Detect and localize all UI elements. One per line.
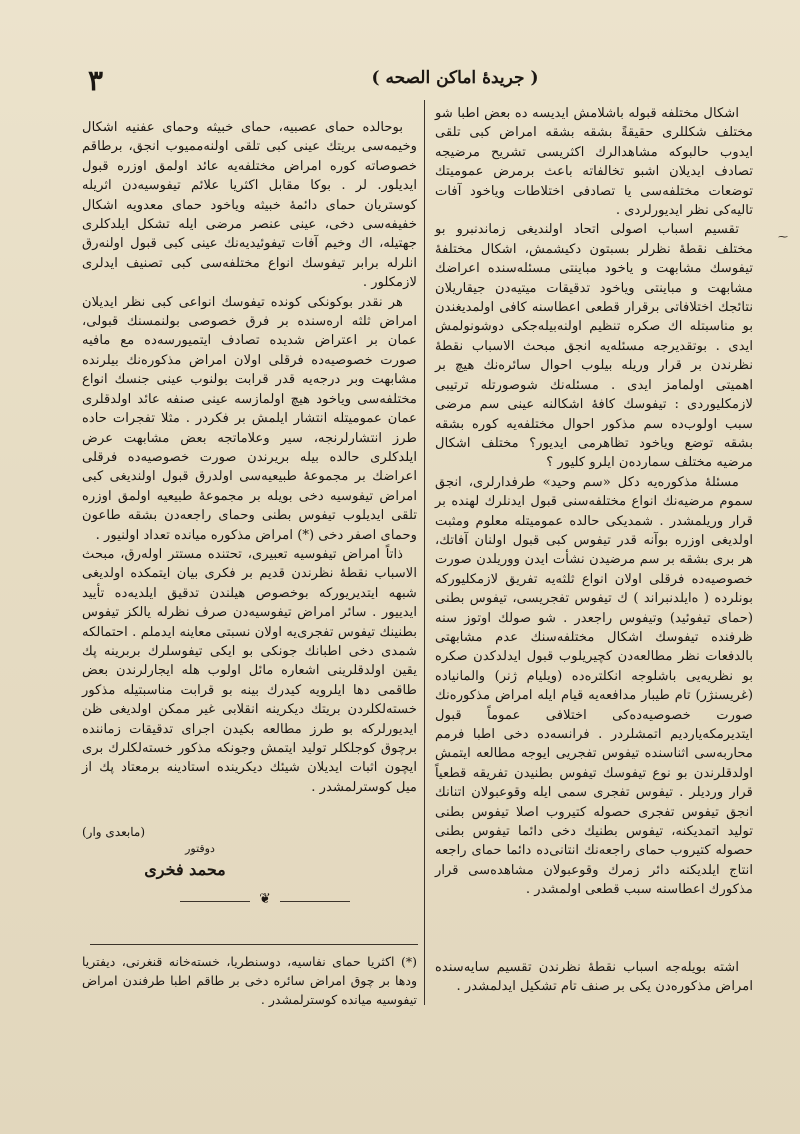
- divider-ornament: [180, 891, 350, 910]
- edge-mark-icon: ⁓: [778, 232, 788, 243]
- ornament-line-left: [180, 901, 250, 902]
- column-divider: [424, 100, 425, 1005]
- paragraph: ذاتاً امراض تيفوسيه تعبيرى، تحتنده مستتر اوله‌رق، مبحث الاسباب نقطهٔ نظرندن قديم بر فكرى بيان ايتمكده اولديغى شبهه ايتديريوركه بوخصوص هيلندن تدقيق ايلديه‌ده تأييد ايدييور . سائر امراض تيفوسيه‌دن صرف نظرله يالكز تيفوس بطنينك تيفوس تفجرى‌يه اولان نسبتى معاينه ايدملم . احتمالكه شمدى دخى اطبانك جونكى بو ايكى تيفوسلرك بربرينه پك يقين اولدقلرينى اشعاره مائل اولوب هله ايجارلرندن بعض طاقمى دها ايلرويه كيدرك بينه بو قرابت مناسبتيله مذكور خسته‌لكلردن بريتك ديكرينه انقلابى غير ممكن اولديغى ظن ايديورلركه بو طرز مطالعه بكيدن اجراى تدقيقات زماننده برچوق كوجلكلر توليد ايتمش وجونكه مذكور خسته‌لكلرك برى ايچون اثبات ايديلان شيئك ديكرينده استادينه برمعتاد پك از ميل كوسترلمشدر .: [82, 546, 417, 795]
- fleuron-icon: ❦: [259, 891, 271, 907]
- continued-note: (مابعدى وار): [82, 825, 146, 839]
- footnote-text: (*) اكثريا حماى نفاسيه، دوسنطريا، خسته‌خانه قنغرنى، ديفتريا ودها بر چوق امراض سائره دخى بر طاقم اطبا طرفندن امراض تيفوسيه ميانده كوسترلمشدر .: [82, 954, 417, 1007]
- paragraph: تقسيم اسباب اصولى اتحاد اولنديغى زماندنبرو بو مختلف نقطهٔ نظرلر بسبتون دكيشمش، اشكال مختلفهٔ تيفوسك مشابهت و ياخود مباينتى مسئله‌سنده اعراضك مشابهت و مباينتى وياخود تدقيقات ميتيه‌دن جيقاريلان نتائجك اختلافاتى برقرار قطعى اعطاسنه كافى اولمديغندن بو مناسبتله اك صكره تنظيم اولنه‌بيله‌جكى دوشونولمش ايدى . بوتقديرجه مسئله‌يه انجق مبحث الاسباب نقطهٔ نظرندن بر قرار وريله بيلوب احوال سائره‌نك هيچ بر اهميتى اولمامز ايدى . مسئله‌نك شوصورتله ترتيبى لازمكليوردى : تيفوسك كافهٔ اشكالنه عينى سم مرضى سبب اولوب‌ده سم مذكور احوال مختلفه‌يه كوره بشقه بشقه توضع وياخود تظاهرمى ايديور؟ مختلف اشكال مرضيه مختلف سمارده‌ن ايلرو كليور ؟: [435, 222, 753, 471]
- paragraph: اشته بويله‌جه اسباب نقطهٔ نظرندن تقسيم سايه‌سنده امراض مذكوره‌دن يكى بر صنف تام تشكيل ايدلمشدر .: [435, 960, 753, 995]
- page-number: ٣: [88, 64, 104, 97]
- signature-name: محمد فخرى: [144, 860, 226, 879]
- paragraph: مسئلهٔ مذكوره‌يه دكل «سم وحيد» طرفدارلرى، انجق سموم مرضيه‌نك انواع مختلفه‌سنى قبول ايدنلرك لهنده بر قرار وريلمشدر . شمديكى حالده عموميتله معلوم ومثبت اولديغى اوزره بوآنه قدر تيفوس كبى قبول اولنان آفاتك، هر برى بشقه بر سم مرضيدن نشأت ايدن ووريلدن صورت خصوصيه‌ده فرقلى اولان انواع ثلثه‌يه تفريق لازمكليوركه بونلرده ( ه‌ايلدنبراند ) ك تيفوس تفجريسى، تيفوس بطنى (حماى تيفوئيد) وتيفوس راجعدر . شو صولك اوتوز سنه ظرفنده تيفوسك اشكال مختلفه‌سنك عدم مشابهتى بالدفعات نظر مطالعه‌دن كچيريلوب قبول ايدلدكدن صكره بو نظريه‌يى باشلوجه انكلتره‌ده (ويليام ژنر) والمانياده (غريسنژر) تام طيبار مدافعه‌يه قيام ايله امراض مذكوره‌نك صورت خصوصيه‌ده‌كى اختلافى عموماً قبول ايتديرمكه‌يارديم اتمشلردر . فرانسه‌ده دخى اطبا فرمم محاربه‌سى اثناسنده تيفوس تفجريى ايوجه مطالعه ايتمش اولدقلرندن بو نوع تيفوسك تيفوس بطنيدن تفريقه قطعياً قرار ورديلر . تيفوس تفجرى سمى ايله وقوعبولان اتنانك انجق تيفوس تفجرى حصوله كتيروب اصلا تيفوس بطنى توليد اتمديكنه، تيفوس بطنيك دخى دائما تيفوس بطنى حصوله كتيروب حماى راجعه‌نك انتانى‌ده دائما حماى راجعه انتاج ايلديكنه دائر زمرك وقوعبولان مشاهده‌سى قرار مذكورك اعطاسنه سبب قطعى اولمشدر .: [435, 474, 753, 898]
- page-header: [60, 60, 750, 100]
- ornament-line-right: [280, 901, 350, 902]
- paragraph: هر نقدر بوكونكى كونده تيفوسك انواعى كبى نظر ايديلان امراض ثلثه اره‌سنده بر فرق خصوصى بولنمسنك قبولى، عمان بر اعتراض شديده تصادف ايتميورسه‌ده مع مافيه صورت خصوصيه‌ده فرقلى اولان امراض مذكوره‌نك بيلرنده مشابهت وبر درجه‌يه قدر قرابت بولنوب عينى جنسك انواع مختلفه‌سى وياخود هيچ اولمازسه عينى صنفه عائد اولدقلرى عمان عموميتله انتشار ايلمش بر فكردر . مثلا تفجرات حاده طرز انتشارلرنجه، سير وعلاماتجه بعض مشابهت عرض ايلدكلرى حالده بيله بريرندن صورت خصوصيه‌ده فرقلى اعراضك بر مجموعهٔ طبيعيه‌سى اولدرق قبول اولنديغى كبى امراض تيفوسيه دخى بويله بر مجموعهٔ طبيعيه اولمق اوزره تلقى ايديلوب تيفوس بطنى وحماى راجعه‌دن بشقه طاعون وحماى اصفر دخى (*) امراض مذكوره ميانده تعداد اولنيور .: [82, 294, 417, 543]
- signature-title: دوقتور: [185, 842, 215, 855]
- running-title: ( جريدهٔ اماكن الصحه ): [371, 68, 539, 88]
- footnote-rule: [90, 944, 418, 945]
- footnote: [82, 952, 417, 1009]
- left-column: [82, 118, 417, 797]
- right-column: [435, 104, 753, 900]
- paragraph: اشكال مختلفه قبوله باشلامش ايديسه ده بعض اطبا شو مختلف شكللرى حقيقةً بشقه بشقه امراض كبى تلقى ايدوب حالبوكه مشاهدالرك اكثريسى تشريح مرضيجه تصادف ايديلان اشبو تخالفاته باعث برمرض عموميتك توضعات مختلفه‌سى يا تصادفى اختلاطات وياخود آفات تاليه‌كى نظر ايديورلردى .: [435, 106, 753, 219]
- paragraph: بوحالده حماى عصبيه، حماى خبيثه وحماى عفنيه اشكال وخيمه‌سى بريتك عينى كبى تلقى اولنه‌مميوب انجق، برطاقم خصوصاته كوره امراض مختلفه‌يه عائد اولمق اوزره قبول ايديلور. لر . بوكا مقابل اكثريا علائم تيفوسيه‌دن اثريله كوستريان حماى دائمهٔ خبيثه وياخود حماى معدويه اشكال خفيفه‌سى دخى، عينى عنصر مرضى ايله تشكل ايلدكلرى جهتيله، اك وخيم آفات تيفوئيديه‌نك عينى كبى قبول اولنه‌رق انلرله برابر تيفوسك انواع مختلفه‌سى كبى تصنيف ايدلرى لازمكلور .: [82, 120, 417, 291]
- closing-paragraph: [435, 958, 753, 997]
